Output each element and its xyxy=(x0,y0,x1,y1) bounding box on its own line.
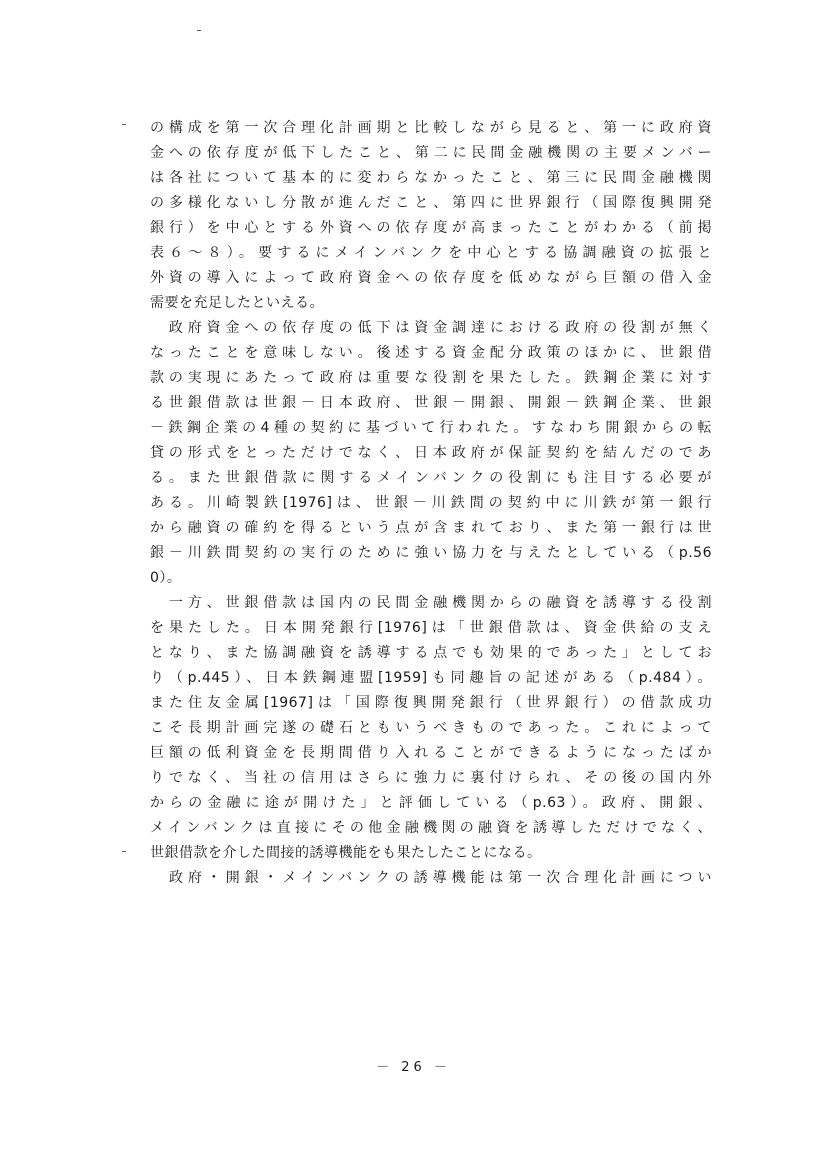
text-line: 銀行）を中心とする外資への依存度が高まったことがわかる（前掲 xyxy=(150,220,712,236)
text-line: 需要を充足したといえる。 xyxy=(150,295,324,311)
text-line: の多様化ないし分散が進んだこと、第四に世界銀行（国際復興開発 xyxy=(150,195,712,211)
text-line: 一方、世銀借款は国内の民間金融機関からの融資を誘導する役割 xyxy=(150,595,712,611)
text-line: 政府資金への依存度の低下は資金調達における政府の役割が無く xyxy=(150,320,712,336)
text-line: を果たした。日本開発銀行[1976]は「世銀借款は、資金供給の支え xyxy=(150,620,712,636)
scan-artifact-mark xyxy=(122,851,126,852)
text-line: 政府・開銀・メインバンクの誘導機能は第一次合理化計画につい xyxy=(150,870,712,886)
text-line: －鉄鋼企業の4種の契約に基づいて行われた。すなわち開銀からの転 xyxy=(150,420,712,436)
text-line: となり、また協調融資を誘導する点でも効果的であった」としてお xyxy=(150,645,712,661)
text-line: からの金融に途が開けた」と評価している（p.63）。政府、開銀、 xyxy=(150,795,712,811)
text-line: る世銀借款は世銀－日本政府、世銀－開銀、開銀－鉄鋼企業、世銀 xyxy=(150,395,712,411)
text-line: 外資の導入によって政府資金への依存度を低めながら巨額の借入金 xyxy=(150,270,712,286)
text-line: 金への依存度が低下したこと、第二に民間金融機関の主要メンバー xyxy=(150,145,712,161)
text-line: こそ長期計画完遂の礎石ともいうべきものであった。これによって xyxy=(150,720,712,736)
text-line: りでなく、当社の信用はさらに強力に裏付けられ、その後の国内外 xyxy=(150,770,712,786)
text-line: ある。川崎製鉄[1976]は、世銀－川鉄間の契約中に川鉄が第一銀行 xyxy=(150,495,712,511)
text-line: 巨額の低利資金を長期間借り入れることができるようになったばか xyxy=(150,745,712,761)
text-line: の構成を第一次合理化計画期と比較しながら見ると、第一に政府資 xyxy=(150,120,712,136)
text-line: から融資の確約を得るという点が含まれており、また第一銀行は世 xyxy=(150,520,712,536)
text-line: 銀－川鉄間契約の実行のために強い協力を与えたとしている（p.56 xyxy=(150,545,712,561)
text-line: なったことを意味しない。後述する資金配分政策のほかに、世銀借 xyxy=(150,345,712,361)
text-line: 世銀借款を介した間接的誘導機能をも果たしたことになる。 xyxy=(150,845,542,861)
text-line: は各社について基本的に変わらなかったこと、第三に民間金融機関 xyxy=(150,170,712,186)
text-line: また住友金属[1967]は「国際復興開発銀行（世界銀行）の借款成功 xyxy=(150,695,712,711)
text-line: る。また世銀借款に関するメインバンクの役割にも注目する必要が xyxy=(150,470,712,486)
text-line: 0）。 xyxy=(150,570,182,586)
body-text xyxy=(150,116,712,891)
text-line: 款の実現にあたって政府は重要な役割を果たした。鉄鋼企業に対す xyxy=(150,370,712,386)
text-line: 貸の形式をとっただけでなく、日本政府が保証契約を結んだのであ xyxy=(150,445,712,461)
scan-artifact-mark xyxy=(122,124,126,125)
scan-artifact-mark xyxy=(197,30,201,31)
text-line: 表６～８）。要するにメインバンクを中心とする協調融資の拡張と xyxy=(150,245,712,261)
text-line: り（p.445）、日本鉄鋼連盟[1959]も同趣旨の記述がある（p.484）。 xyxy=(150,670,712,686)
page-number: － 26 － xyxy=(376,1060,451,1075)
text-line: メインバンクは直接にその他金融機関の融資を誘導しただけでなく、 xyxy=(150,820,712,836)
